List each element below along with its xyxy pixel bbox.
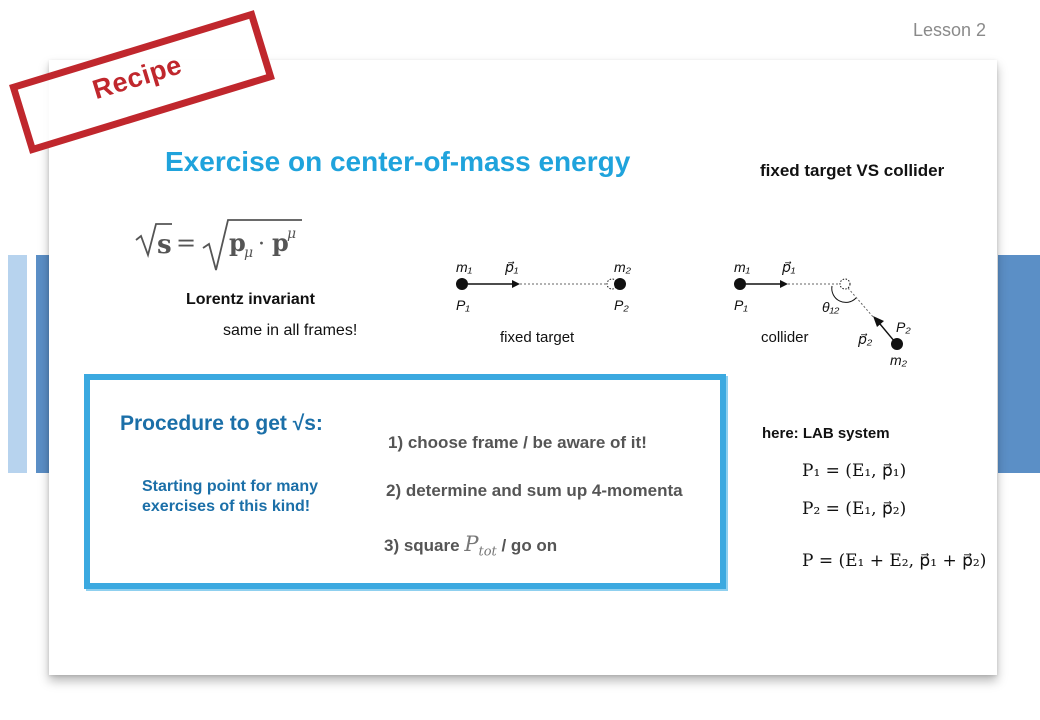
procedure-subtitle-line2: exercises of this kind! <box>142 498 311 515</box>
collider-m1-label: m₁ <box>734 259 751 275</box>
svg-text:μ: μ <box>244 245 254 261</box>
lab-equation-2: P₂ = (E₁, p⃗₂) <box>802 499 907 519</box>
svg-text:=: = <box>176 229 197 257</box>
procedure-step-3-var: P <box>464 532 479 556</box>
svg-text:p: p <box>272 228 289 257</box>
procedure-step-3-suffix: / go on <box>501 536 558 555</box>
procedure-title <box>120 412 323 436</box>
procedure-step-3 <box>384 532 557 559</box>
procedure-title-text: Procedure to get √s: <box>120 412 323 435</box>
svg-text:μ: μ <box>287 226 297 242</box>
procedure-subtitle-line1: Starting point for many <box>142 478 318 495</box>
fixed-P2-label: P₂ <box>614 297 629 313</box>
recipe-stamp-text: Recipe <box>89 49 186 105</box>
svg-text:s: s <box>157 230 172 260</box>
svg-text:·: · <box>258 232 265 257</box>
svg-text:p: p <box>229 228 246 257</box>
collider-p1-label: p⃗₁ <box>782 259 796 275</box>
collider-P2-label: P₂ <box>896 319 911 335</box>
procedure-step-1: 1) choose frame / be aware of it! <box>388 433 647 452</box>
lorentz-invariant-note: same in all frames! <box>223 322 358 339</box>
lorentz-invariant-label: Lorentz invariant <box>186 291 315 308</box>
fixed-target-caption: fixed target <box>500 329 575 346</box>
collider-p2-label: p⃗₂ <box>858 331 873 347</box>
lab-system-label: here: LAB system <box>762 425 890 442</box>
collider-P1-label: P₁ <box>734 297 748 313</box>
procedure-subtitle <box>142 477 318 517</box>
lab-equation-1: P₁ = (E₁, p⃗₁) <box>802 461 907 481</box>
slide-subtitle: fixed target VS collider <box>760 161 945 180</box>
fixed-m1-label: m₁ <box>456 259 473 275</box>
collider-caption: collider <box>761 329 809 346</box>
lesson-label: Lesson 2 <box>912 20 986 40</box>
procedure-step-3-sub: tot <box>478 544 497 560</box>
fixed-p1-label: p⃗₁ <box>505 259 519 275</box>
procedure-step-3-prefix: 3) square <box>384 536 460 555</box>
lab-equation-3: P = (E₁ + E₂, p⃗₁ + p⃗₂) <box>802 551 987 571</box>
collider-m2-label: m₂ <box>890 352 908 368</box>
slide-title: Exercise on center-of-mass energy <box>165 146 631 177</box>
fixed-m2-label: m₂ <box>614 259 632 275</box>
collider-theta-label: θ₁₂ <box>822 299 840 315</box>
fixed-P1-label: P₁ <box>456 297 470 313</box>
procedure-step-2: 2) determine and sum up 4-momenta <box>386 481 683 500</box>
